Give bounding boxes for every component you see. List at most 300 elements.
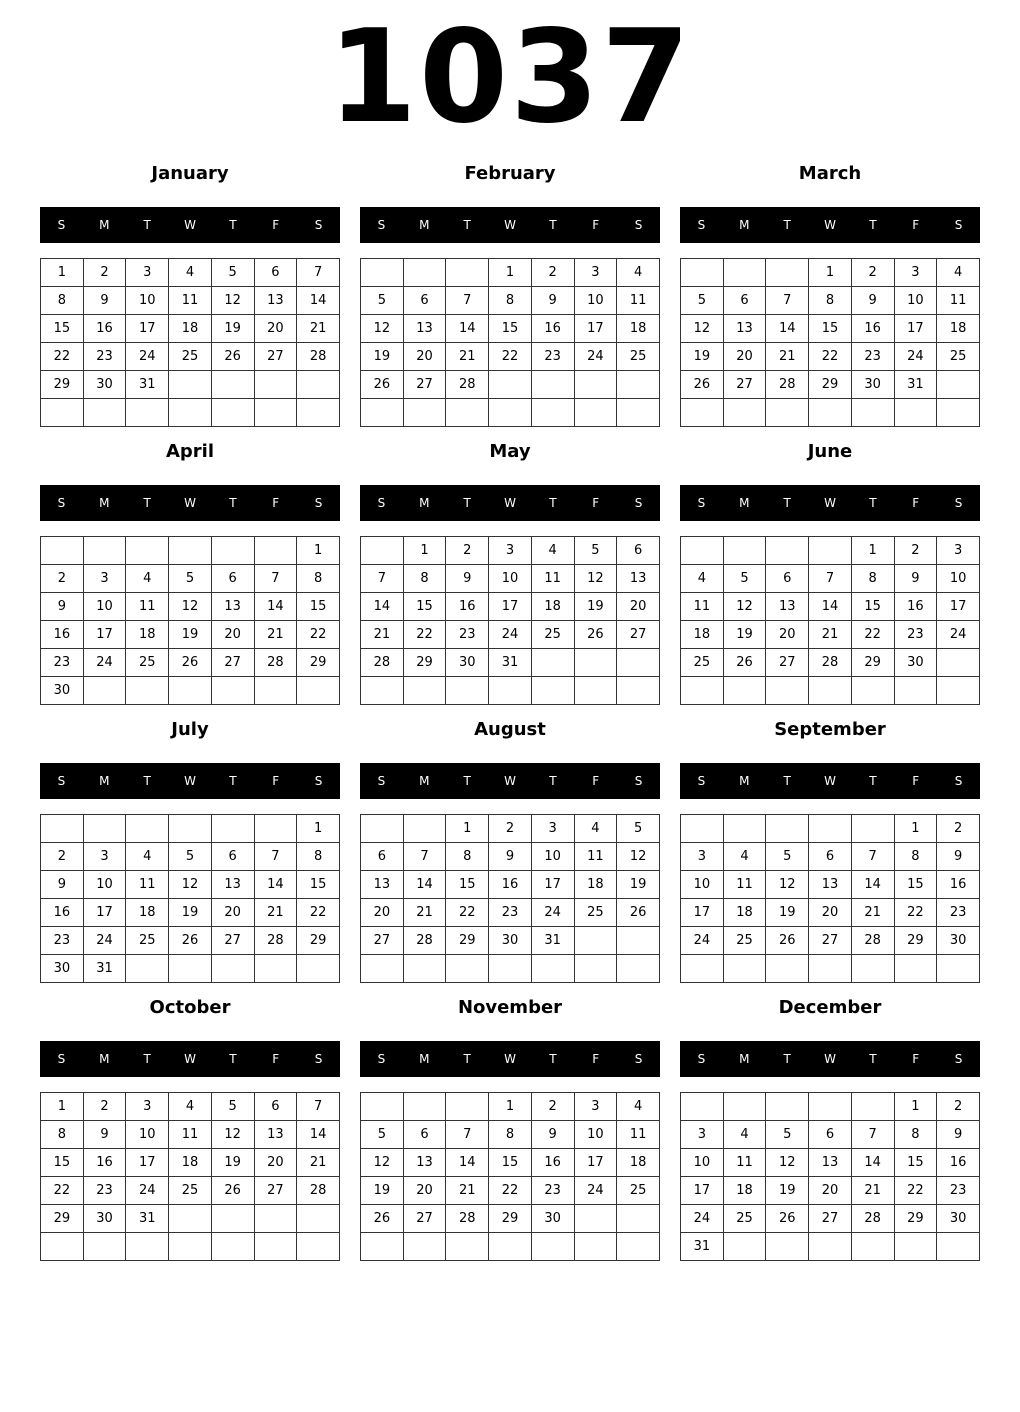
- weekday-header: [360, 763, 660, 799]
- day-cell: 14: [446, 315, 489, 343]
- day-cell: 13: [766, 593, 809, 621]
- day-cell: [531, 399, 574, 427]
- day-cell: 2: [489, 815, 532, 843]
- week-row: [361, 399, 660, 427]
- weekday-label: W: [184, 218, 196, 232]
- day-cell: 5: [681, 287, 724, 315]
- day-cell: 30: [83, 1205, 126, 1233]
- day-cell: 18: [169, 315, 212, 343]
- day-cell: 8: [809, 287, 852, 315]
- day-cell: 25: [169, 343, 212, 371]
- day-cell: [681, 537, 724, 565]
- day-cell: 17: [574, 315, 617, 343]
- day-cell: 29: [297, 927, 340, 955]
- day-cell: [617, 1205, 660, 1233]
- day-cell: [489, 955, 532, 983]
- day-cell: [126, 1233, 169, 1261]
- day-cell: [809, 399, 852, 427]
- day-cell: 27: [809, 927, 852, 955]
- day-cell: [297, 677, 340, 705]
- month-name: January: [151, 163, 229, 184]
- day-cell: 8: [41, 1121, 84, 1149]
- day-cell: 12: [681, 315, 724, 343]
- day-cell: 9: [937, 1121, 980, 1149]
- day-cell: 29: [809, 371, 852, 399]
- week-row: [681, 1233, 980, 1261]
- day-cell: 19: [169, 899, 212, 927]
- week-row: [41, 815, 340, 843]
- day-cell: [617, 955, 660, 983]
- week-row: [681, 649, 980, 677]
- day-cell: [937, 1233, 980, 1261]
- day-cell: 31: [681, 1233, 724, 1261]
- day-cell: 12: [361, 1149, 404, 1177]
- day-cell: [809, 1233, 852, 1261]
- day-cell: [766, 1233, 809, 1261]
- day-cell: 15: [297, 871, 340, 899]
- day-cell: [169, 677, 212, 705]
- day-cell: [489, 1233, 532, 1261]
- day-cell: 21: [403, 899, 446, 927]
- day-cell: 4: [169, 1093, 212, 1121]
- day-cell: 20: [211, 621, 254, 649]
- day-cell: 22: [446, 899, 489, 927]
- weekday-label: S: [954, 218, 963, 232]
- month-name: December: [778, 997, 882, 1018]
- day-cell: 13: [254, 287, 297, 315]
- week-row: [41, 843, 340, 871]
- day-cell: 4: [531, 537, 574, 565]
- day-cell: 22: [809, 343, 852, 371]
- weekday-label: W: [184, 1052, 196, 1066]
- weekday-label: W: [504, 774, 516, 788]
- day-cell: 30: [83, 371, 126, 399]
- day-cell: 19: [361, 1177, 404, 1205]
- week-row: [681, 815, 980, 843]
- weekday-label: T: [229, 774, 237, 788]
- day-cell: [574, 927, 617, 955]
- day-grid: [360, 814, 660, 983]
- month-name: May: [489, 441, 531, 462]
- week-row: [361, 1149, 660, 1177]
- week-row: [361, 871, 660, 899]
- week-row: [41, 565, 340, 593]
- day-cell: [574, 649, 617, 677]
- day-cell: 14: [851, 1149, 894, 1177]
- week-row: [361, 899, 660, 927]
- day-cell: [361, 1233, 404, 1261]
- day-cell: 19: [766, 1177, 809, 1205]
- day-cell: 16: [41, 899, 84, 927]
- day-cell: [211, 399, 254, 427]
- weekday-label: S: [634, 496, 643, 510]
- day-cell: [83, 399, 126, 427]
- day-cell: 2: [446, 537, 489, 565]
- weekday-label: M: [739, 218, 750, 232]
- weekday-label: F: [272, 1052, 280, 1066]
- week-row: [41, 955, 340, 983]
- day-cell: 30: [446, 649, 489, 677]
- day-cell: 11: [126, 871, 169, 899]
- day-cell: 24: [489, 621, 532, 649]
- day-cell: 15: [297, 593, 340, 621]
- day-cell: 3: [937, 537, 980, 565]
- day-cell: 9: [531, 287, 574, 315]
- day-cell: 2: [83, 259, 126, 287]
- day-cell: 28: [297, 1177, 340, 1205]
- week-row: [41, 1121, 340, 1149]
- day-cell: [254, 677, 297, 705]
- day-cell: 8: [403, 565, 446, 593]
- day-cell: 18: [126, 621, 169, 649]
- day-cell: 16: [531, 1149, 574, 1177]
- day-cell: [617, 1233, 660, 1261]
- day-cell: [489, 399, 532, 427]
- day-cell: 31: [126, 371, 169, 399]
- day-cell: 7: [297, 1093, 340, 1121]
- day-cell: 29: [851, 649, 894, 677]
- day-cell: [361, 259, 404, 287]
- day-cell: [126, 537, 169, 565]
- day-cell: 4: [723, 1121, 766, 1149]
- day-cell: [169, 371, 212, 399]
- day-cell: 15: [809, 315, 852, 343]
- day-cell: [617, 677, 660, 705]
- day-cell: 27: [617, 621, 660, 649]
- day-cell: 25: [723, 927, 766, 955]
- week-row: [681, 621, 980, 649]
- day-cell: [254, 815, 297, 843]
- day-cell: [617, 927, 660, 955]
- day-cell: 25: [531, 621, 574, 649]
- day-cell: 20: [723, 343, 766, 371]
- day-cell: 9: [83, 1121, 126, 1149]
- day-cell: [723, 399, 766, 427]
- weekday-label: T: [549, 774, 557, 788]
- day-cell: 19: [211, 1149, 254, 1177]
- day-cell: 2: [41, 565, 84, 593]
- day-cell: 17: [126, 1149, 169, 1177]
- day-cell: [254, 371, 297, 399]
- day-cell: 2: [41, 843, 84, 871]
- week-row: [41, 315, 340, 343]
- day-cell: [446, 1233, 489, 1261]
- day-cell: 11: [531, 565, 574, 593]
- day-cell: 26: [766, 927, 809, 955]
- day-cell: 28: [809, 649, 852, 677]
- day-cell: 26: [169, 649, 212, 677]
- weekday-label: M: [419, 218, 430, 232]
- day-cell: 11: [617, 287, 660, 315]
- weekday-label: F: [912, 218, 920, 232]
- weekday-label: S: [57, 496, 66, 510]
- day-cell: 4: [937, 259, 980, 287]
- day-cell: 21: [297, 315, 340, 343]
- weekday-label: W: [824, 774, 836, 788]
- weekday-label: W: [824, 1052, 836, 1066]
- day-cell: [531, 371, 574, 399]
- day-cell: 25: [617, 1177, 660, 1205]
- day-cell: 26: [211, 343, 254, 371]
- day-cell: 6: [211, 843, 254, 871]
- week-row: [361, 537, 660, 565]
- day-cell: [851, 1233, 894, 1261]
- weekday-label: S: [57, 218, 66, 232]
- day-cell: 22: [297, 899, 340, 927]
- day-cell: [894, 955, 937, 983]
- month-name: November: [457, 997, 563, 1018]
- weekday-label: S: [697, 774, 706, 788]
- day-cell: 27: [809, 1205, 852, 1233]
- day-cell: [681, 259, 724, 287]
- weekday-header: [40, 763, 340, 799]
- day-cell: 5: [169, 843, 212, 871]
- day-cell: 14: [254, 871, 297, 899]
- day-cell: [723, 537, 766, 565]
- day-cell: 15: [403, 593, 446, 621]
- day-cell: [723, 259, 766, 287]
- weekday-label: S: [697, 496, 706, 510]
- day-cell: 20: [809, 899, 852, 927]
- week-row: [361, 1177, 660, 1205]
- day-cell: [489, 371, 532, 399]
- week-row: [681, 259, 980, 287]
- day-cell: 15: [489, 1149, 532, 1177]
- day-cell: 1: [851, 537, 894, 565]
- day-cell: [361, 955, 404, 983]
- weekday-header: [40, 207, 340, 243]
- weekday-label: W: [184, 774, 196, 788]
- day-cell: 12: [211, 287, 254, 315]
- day-cell: 17: [126, 315, 169, 343]
- day-cell: [126, 677, 169, 705]
- weekday-label: W: [184, 496, 196, 510]
- day-cell: 12: [169, 871, 212, 899]
- day-cell: [531, 955, 574, 983]
- day-cell: 2: [531, 259, 574, 287]
- day-cell: 4: [574, 815, 617, 843]
- day-cell: 7: [403, 843, 446, 871]
- week-row: [41, 1233, 340, 1261]
- week-row: [681, 1093, 980, 1121]
- day-cell: 14: [297, 287, 340, 315]
- month-name: July: [171, 719, 209, 740]
- day-cell: 17: [574, 1149, 617, 1177]
- week-row: [361, 621, 660, 649]
- day-cell: 19: [766, 899, 809, 927]
- weekday-label: S: [954, 496, 963, 510]
- weekday-header: [680, 763, 980, 799]
- day-cell: [446, 1093, 489, 1121]
- day-cell: [723, 677, 766, 705]
- day-cell: [723, 955, 766, 983]
- day-cell: 20: [403, 343, 446, 371]
- day-cell: 3: [83, 843, 126, 871]
- day-cell: [297, 955, 340, 983]
- day-cell: [403, 1093, 446, 1121]
- day-cell: 26: [361, 1205, 404, 1233]
- day-grid: [680, 814, 980, 983]
- year-title: 1037: [327, 3, 693, 152]
- day-cell: [169, 1205, 212, 1233]
- day-cell: [41, 537, 84, 565]
- day-cell: 29: [894, 927, 937, 955]
- weekday-label: T: [143, 1052, 151, 1066]
- day-cell: [681, 1093, 724, 1121]
- day-cell: 11: [169, 1121, 212, 1149]
- day-cell: [851, 815, 894, 843]
- day-cell: 26: [723, 649, 766, 677]
- day-cell: 1: [41, 1093, 84, 1121]
- weekday-label: T: [549, 496, 557, 510]
- day-cell: [254, 1205, 297, 1233]
- day-cell: [531, 1233, 574, 1261]
- weekday-label: W: [824, 218, 836, 232]
- day-cell: 18: [531, 593, 574, 621]
- day-grid: [360, 1092, 660, 1261]
- day-cell: 16: [83, 315, 126, 343]
- day-cell: 23: [937, 1177, 980, 1205]
- day-cell: 17: [681, 899, 724, 927]
- day-cell: [531, 677, 574, 705]
- day-cell: [297, 371, 340, 399]
- day-cell: 7: [766, 287, 809, 315]
- day-cell: 8: [894, 843, 937, 871]
- day-cell: 13: [361, 871, 404, 899]
- weekday-label: W: [504, 218, 516, 232]
- day-cell: [169, 815, 212, 843]
- day-cell: 14: [297, 1121, 340, 1149]
- day-cell: [574, 371, 617, 399]
- day-cell: [403, 259, 446, 287]
- day-cell: 13: [809, 1149, 852, 1177]
- day-cell: 10: [681, 1149, 724, 1177]
- week-row: [361, 955, 660, 983]
- day-cell: 10: [126, 287, 169, 315]
- day-cell: 24: [83, 927, 126, 955]
- week-row: [41, 371, 340, 399]
- day-cell: [41, 399, 84, 427]
- day-cell: 18: [937, 315, 980, 343]
- day-cell: 6: [211, 565, 254, 593]
- week-row: [41, 621, 340, 649]
- week-row: [681, 399, 980, 427]
- day-grid: [360, 536, 660, 705]
- day-cell: 23: [531, 343, 574, 371]
- day-cell: 14: [851, 871, 894, 899]
- day-cell: 27: [723, 371, 766, 399]
- day-cell: 21: [254, 899, 297, 927]
- day-cell: 3: [574, 259, 617, 287]
- day-cell: 18: [126, 899, 169, 927]
- day-cell: [851, 1093, 894, 1121]
- weekday-label: M: [99, 1052, 110, 1066]
- day-cell: 10: [83, 871, 126, 899]
- day-cell: [169, 537, 212, 565]
- day-cell: [809, 1093, 852, 1121]
- weekday-header: [40, 485, 340, 521]
- weekday-label: S: [377, 496, 386, 510]
- day-cell: 13: [809, 871, 852, 899]
- day-cell: 25: [126, 927, 169, 955]
- day-cell: 15: [851, 593, 894, 621]
- week-row: [41, 1093, 340, 1121]
- weekday-label: F: [272, 774, 280, 788]
- day-cell: 10: [937, 565, 980, 593]
- day-cell: [41, 1233, 84, 1261]
- day-cell: 21: [851, 899, 894, 927]
- weekday-label: F: [592, 774, 600, 788]
- day-cell: 20: [254, 1149, 297, 1177]
- day-cell: 12: [361, 315, 404, 343]
- day-cell: [809, 955, 852, 983]
- day-cell: 25: [723, 1205, 766, 1233]
- day-cell: 12: [574, 565, 617, 593]
- day-cell: [403, 955, 446, 983]
- week-row: [41, 677, 340, 705]
- day-cell: 14: [361, 593, 404, 621]
- day-cell: 24: [681, 927, 724, 955]
- day-cell: 9: [894, 565, 937, 593]
- day-cell: [126, 399, 169, 427]
- day-cell: 1: [446, 815, 489, 843]
- weekday-label: S: [314, 774, 323, 788]
- weekday-label: T: [229, 496, 237, 510]
- day-grid: [680, 1092, 980, 1261]
- day-cell: 28: [446, 1205, 489, 1233]
- week-row: [361, 343, 660, 371]
- day-cell: 15: [489, 315, 532, 343]
- week-row: [361, 843, 660, 871]
- week-row: [361, 371, 660, 399]
- day-cell: 8: [41, 287, 84, 315]
- day-cell: 4: [126, 843, 169, 871]
- day-cell: 24: [574, 343, 617, 371]
- day-cell: 18: [617, 315, 660, 343]
- day-cell: 5: [169, 565, 212, 593]
- day-cell: 28: [766, 371, 809, 399]
- day-cell: [403, 815, 446, 843]
- day-cell: 10: [489, 565, 532, 593]
- day-cell: 7: [297, 259, 340, 287]
- day-cell: 29: [41, 1205, 84, 1233]
- day-cell: [403, 399, 446, 427]
- day-cell: 19: [211, 315, 254, 343]
- day-cell: 5: [211, 1093, 254, 1121]
- day-cell: 29: [446, 927, 489, 955]
- day-cell: [937, 371, 980, 399]
- day-cell: 5: [211, 259, 254, 287]
- day-cell: [617, 649, 660, 677]
- day-cell: [937, 677, 980, 705]
- day-cell: 6: [809, 843, 852, 871]
- day-cell: 23: [83, 343, 126, 371]
- day-cell: 30: [489, 927, 532, 955]
- day-cell: 22: [894, 1177, 937, 1205]
- week-row: [41, 287, 340, 315]
- weekday-label: T: [549, 1052, 557, 1066]
- day-cell: [254, 955, 297, 983]
- day-cell: [809, 537, 852, 565]
- week-row: [681, 927, 980, 955]
- weekday-label: S: [314, 496, 323, 510]
- week-row: [41, 537, 340, 565]
- day-cell: 14: [809, 593, 852, 621]
- weekday-label: T: [783, 1052, 791, 1066]
- weekday-label: W: [504, 1052, 516, 1066]
- day-cell: 15: [894, 1149, 937, 1177]
- day-cell: 20: [254, 315, 297, 343]
